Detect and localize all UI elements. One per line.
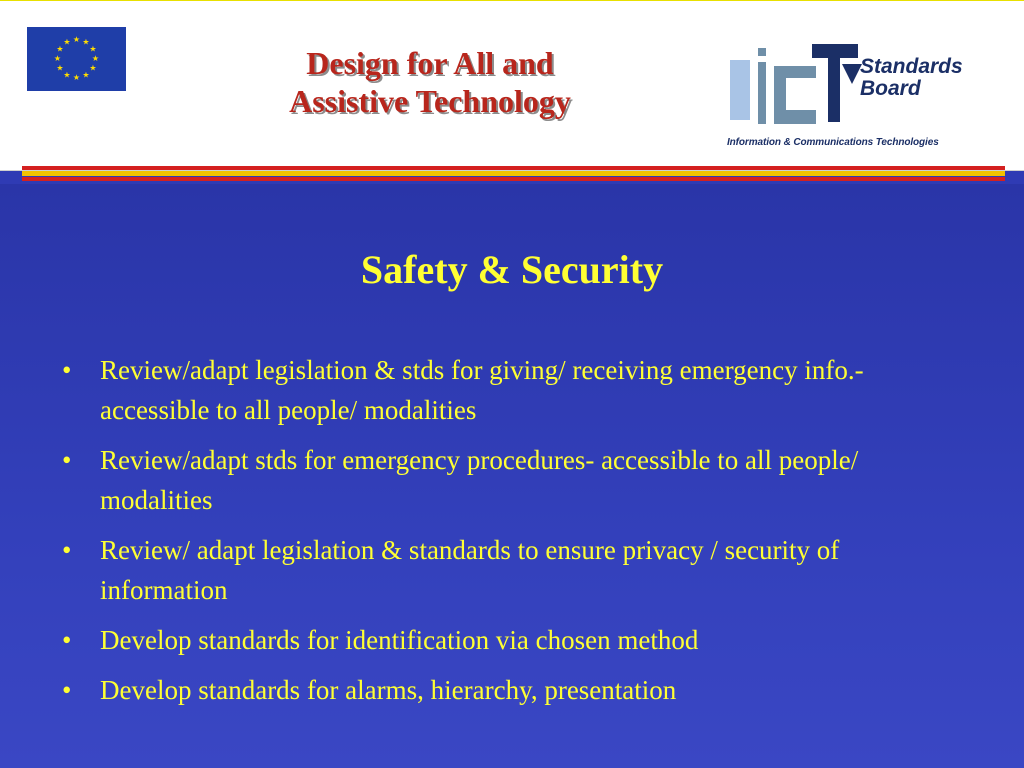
slide-body (0, 184, 1024, 768)
list-item (62, 620, 967, 660)
stripe-red-bottom (22, 177, 1005, 181)
svg-text:★: ★ (63, 70, 71, 80)
header-divider-stripes (22, 166, 1005, 184)
list-item (62, 350, 967, 430)
bullet-marker: • (62, 445, 72, 475)
svg-text:★: ★ (53, 54, 62, 63)
eu-flag-icon (27, 27, 126, 91)
slide-heading: Safety & Security (360, 247, 664, 292)
slide-header (0, 0, 1024, 171)
svg-text:★: ★ (72, 35, 81, 44)
svg-text:★: ★ (91, 54, 100, 63)
presentation-title (200, 44, 660, 120)
stripe-red-top (22, 166, 1005, 170)
svg-text:★: ★ (56, 63, 64, 73)
svg-text:★: ★ (89, 63, 97, 73)
bullet-text: Review/ adapt legislation & standards to ensure privacy / security of information (100, 535, 840, 605)
svg-text:★: ★ (89, 44, 97, 54)
bullet-marker: • (62, 355, 72, 385)
svg-text:★: ★ (63, 37, 71, 47)
ict-standards-line: Standards (860, 55, 963, 78)
svg-text:★: ★ (56, 44, 64, 54)
ict-tagline: Information & Communications Technologies (727, 137, 939, 148)
ict-standards-board-text (860, 56, 963, 100)
bullet-text: Develop standards for alarms, hierarchy, presentation (100, 675, 677, 705)
bullet-text: Develop standards for identification via chosen method (100, 625, 699, 655)
bullet-text: Review/adapt stds for emergency procedures- accessible to all people/ modalities (100, 445, 859, 515)
stripe-yellow (22, 171, 1005, 176)
header-top-rule (0, 0, 1024, 1)
title-line-1: Design for All and (306, 45, 554, 81)
bullet-text: Review/adapt legislation & stds for giving/ receiving emergency info.- accessible to all people/ modalities (100, 355, 864, 425)
svg-text:★: ★ (72, 73, 81, 82)
title-line-2: Assistive Technology (289, 83, 571, 119)
list-item (62, 670, 967, 710)
bullet-marker: • (62, 535, 72, 565)
bullet-marker: • (62, 675, 72, 705)
list-item (62, 440, 967, 520)
svg-text:★: ★ (82, 37, 90, 47)
bullet-list (62, 350, 967, 720)
ict-board-line: Board (860, 77, 921, 100)
svg-text:★: ★ (82, 70, 90, 80)
list-item (62, 530, 967, 610)
eu-flag-graphic (27, 27, 126, 91)
bullet-marker: • (62, 625, 72, 655)
